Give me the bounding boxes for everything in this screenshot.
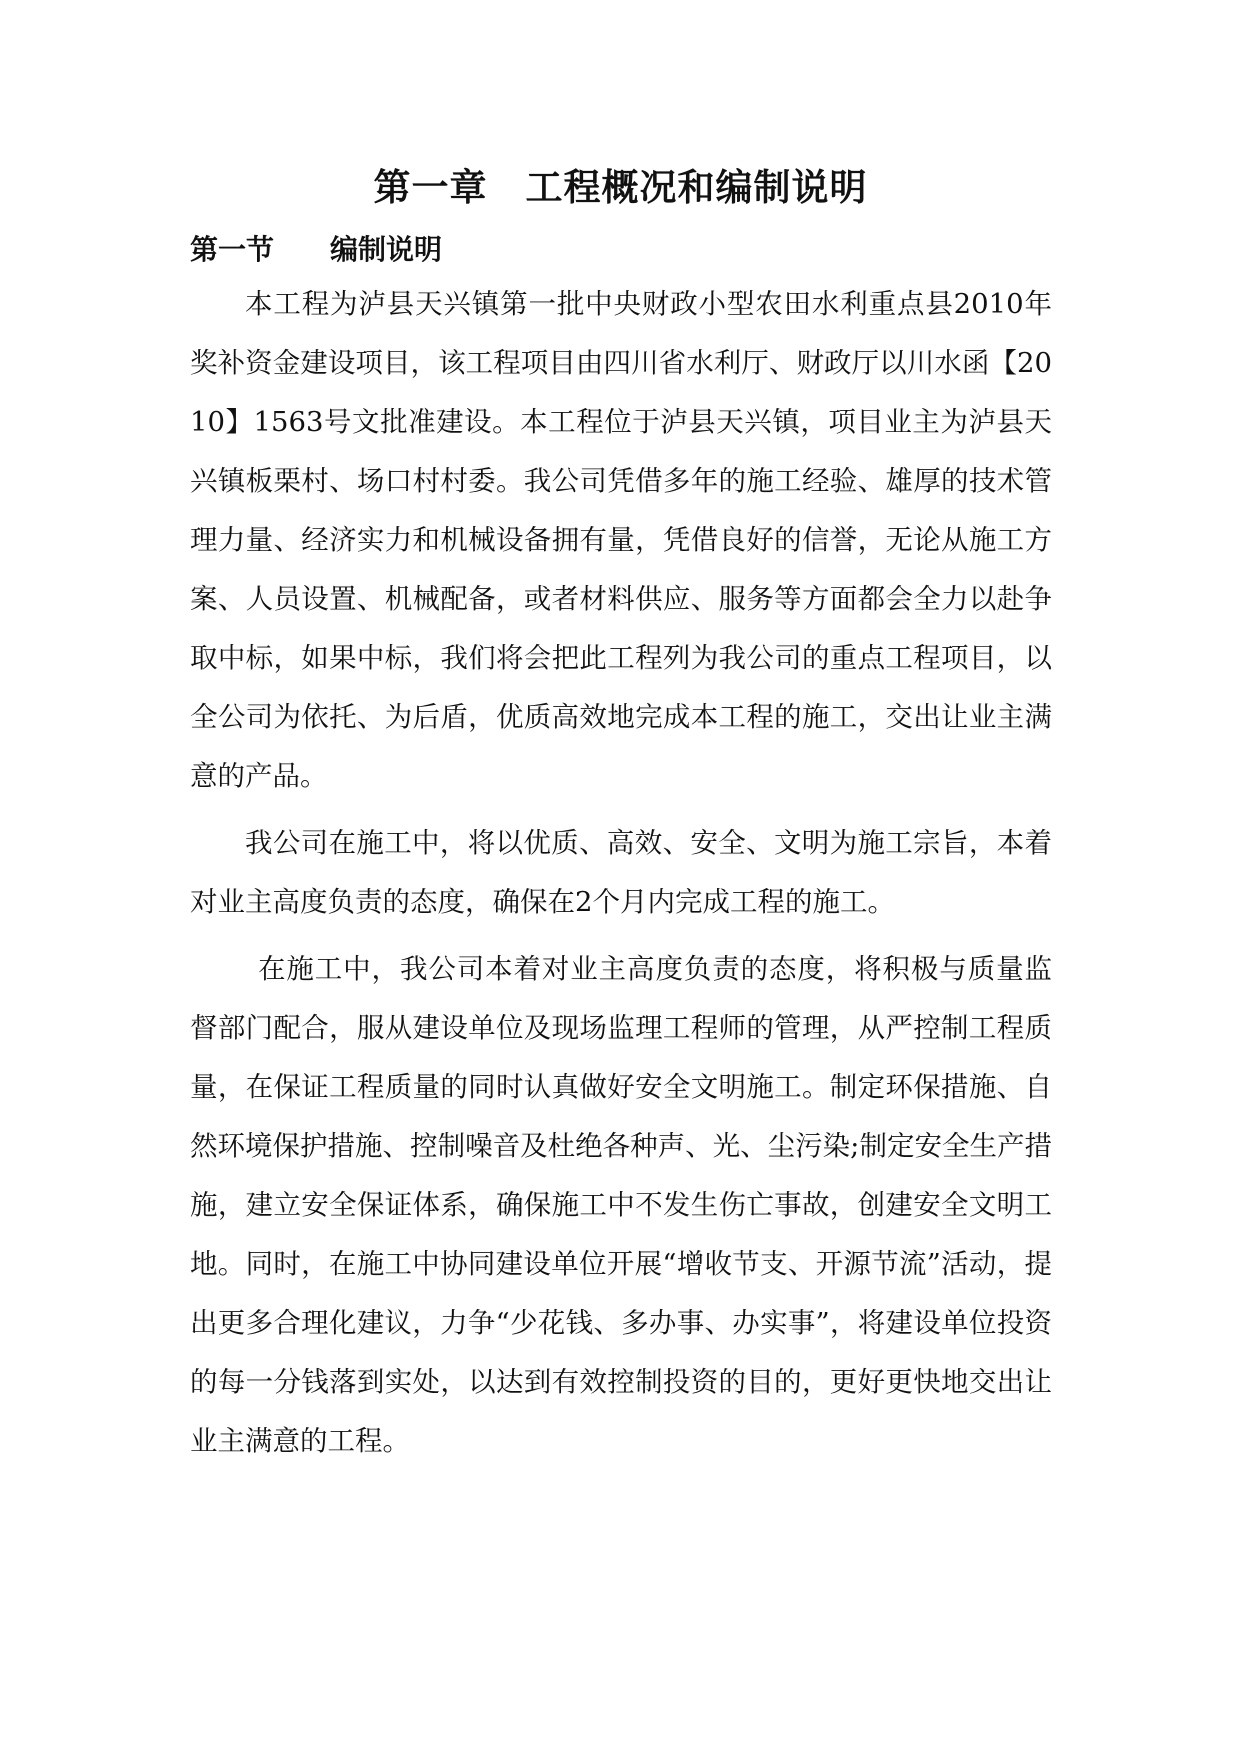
paragraph-project-overview: 本工程为泸县天兴镇第一批中央财政小型农田水利重点县2010年奖补资金建设项目，该工程项目由四川省水利厅、财政厅以川水函【2010】1563号文批准建设。本工程位于泸县天兴镇，项目业主为泸县天兴镇板栗村、场口村村委。我公司凭借多年的施工经验、雄厚的技术管理力量、经济实力和机械设备拥有量，凭借良好的信誉，无论从施工方案、人员设置、机械配备，或者材料供应、服务等方面都会全力以赴争取中标，如果中标，我们将会把此工程列为我公司的重点工程项目，以全公司为依托、为后盾，优质高效地完成本工程的施工，交出让业主满意的产品。 <box>190 288 1052 792</box>
chapter-title: 第一章 工程概况和编制说明 <box>373 165 868 209</box>
paragraph-construction-principle: 我公司在施工中，将以优质、高效、安全、文明为施工宗旨，本着对业主高度负责的态度，确保在2个月内完成工程的施工。 <box>190 827 1052 918</box>
section-title: 第一节 编制说明 <box>190 233 443 266</box>
document-body <box>190 275 1052 1479</box>
paragraph-quality-safety: 在施工中，我公司本着对业主高度负责的态度，将积极与质量监督部门配合，服从建设单位及现场监理工程师的管理，从严控制工程质量，在保证工程质量的同时认真做好安全文明施工。制定环保措施、自然环境保护措施、控制噪音及杜绝各种声、光、尘污染;制定安全生产措施，建立安全保证体系，确保施工中不发生伤亡事故，创建安全文明工地。同时，在施工中协同建设单位开展“增收节支、开源节流”活动，提出更多合理化建议，力争“少花钱、多办事、办实事”，将建设单位投资的每一分钱落到实处，以达到有效控制投资的目的，更好更快地交出让业主满意的工程。 <box>190 953 1052 1457</box>
